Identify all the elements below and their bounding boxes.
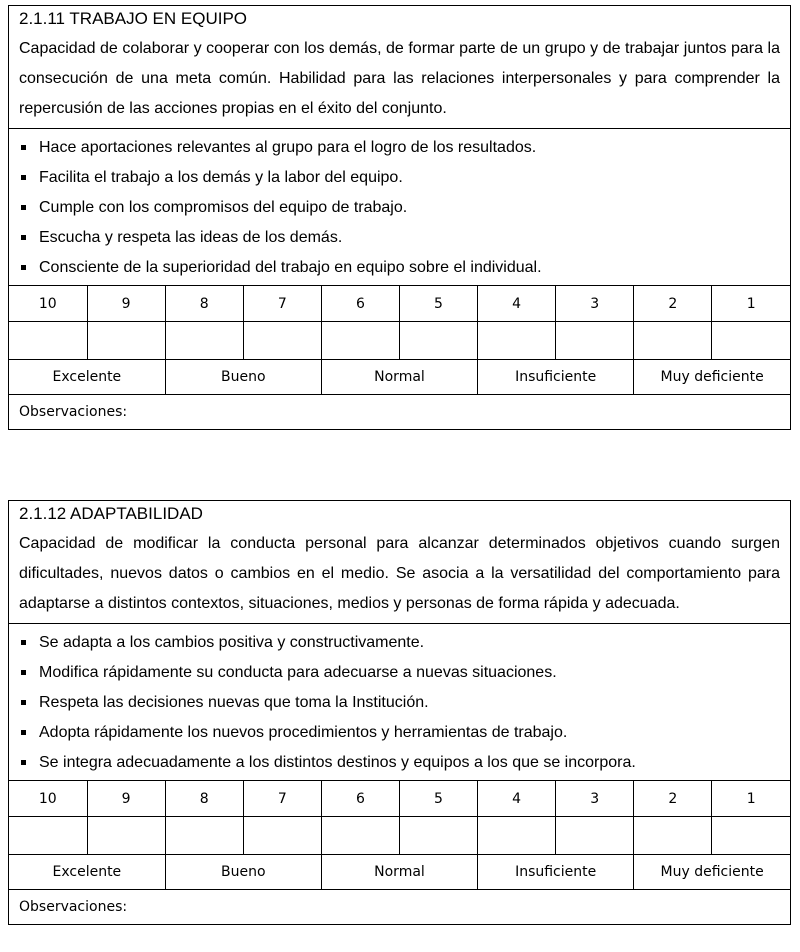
behavior-item: Hace aportaciones relevantes al grupo para el logro de los resultados. [19, 133, 780, 163]
section-title: 2.1.12 ADAPTABILIDAD [19, 504, 203, 523]
rating-label: Insuficiente [478, 360, 634, 395]
score-header: 9 [87, 781, 165, 817]
behavior-item: Se adapta a los cambios positiva y constructivamente. [19, 628, 780, 658]
rating-label: Muy deficiente [634, 360, 790, 395]
behavior-list [9, 128, 790, 285]
rating-label: Muy deficiente [634, 855, 790, 890]
score-header: 8 [165, 286, 243, 322]
score-cell[interactable] [165, 322, 243, 360]
rating-label: Bueno [165, 855, 321, 890]
score-header: 5 [399, 286, 477, 322]
rating-label: Normal [321, 360, 477, 395]
competency-block-adaptabilidad [8, 500, 791, 925]
score-header: 10 [9, 781, 87, 817]
behavior-item: Escucha y respeta las ideas de los demás. [19, 223, 780, 253]
score-cell[interactable] [87, 817, 165, 855]
score-header: 4 [478, 781, 556, 817]
behavior-item: Cumple con los compromisos del equipo de trabajo. [19, 193, 780, 223]
score-header: 6 [321, 781, 399, 817]
section-title: 2.1.11 TRABAJO EN EQUIPO [19, 9, 248, 28]
score-cell[interactable] [399, 817, 477, 855]
observations-label: Observaciones: [19, 404, 128, 420]
score-cell[interactable] [634, 817, 712, 855]
rating-label: Excelente [9, 855, 165, 890]
behavior-item: Se integra adecuadamente a los distintos destinos y equipos a los que se incorpora. [19, 748, 780, 778]
section-description: Capacidad de modificar la conducta personal para alcanzar determinados objetivos cuando surgen dificultades, nuevos datos o cambios en el medio. Se asocia a la versatilidad del comportamiento para adaptarse a distintos contextos, situaciones, medios y personas de forma rápida y adecuada. [19, 535, 780, 612]
behavior-item: Adopta rápidamente los nuevos procedimientos y herramientas de trabajo. [19, 718, 780, 748]
score-cell[interactable] [9, 817, 87, 855]
rating-label: Insuficiente [478, 855, 634, 890]
score-cell[interactable] [712, 817, 790, 855]
observations-field[interactable] [9, 394, 790, 429]
score-cell[interactable] [478, 817, 556, 855]
score-cell[interactable] [556, 817, 634, 855]
observations-label: Observaciones: [19, 899, 128, 915]
score-header: 4 [478, 286, 556, 322]
competency-block-trabajo-en-equipo [8, 5, 791, 430]
score-cell[interactable] [165, 817, 243, 855]
score-cell[interactable] [243, 322, 321, 360]
score-cell[interactable] [9, 322, 87, 360]
score-header: 7 [243, 286, 321, 322]
section-description: Capacidad de colaborar y cooperar con los demás, de formar parte de un grupo y de trabajar juntos para la consecución de una meta común. Habilidad para las relaciones interpersonales y para comprender la repercusión de las acciones propias en el éxito del conjunto. [19, 40, 780, 117]
score-cell[interactable] [399, 322, 477, 360]
score-header: 8 [165, 781, 243, 817]
score-cell[interactable] [712, 322, 790, 360]
score-header: 9 [87, 286, 165, 322]
rating-label: Excelente [9, 360, 165, 395]
score-cell[interactable] [478, 322, 556, 360]
score-grid [9, 285, 790, 394]
score-cell[interactable] [321, 817, 399, 855]
score-header: 2 [634, 286, 712, 322]
score-cell[interactable] [556, 322, 634, 360]
behavior-item: Respeta las decisiones nuevas que toma la Institución. [19, 688, 780, 718]
score-header: 6 [321, 286, 399, 322]
observations-field[interactable] [9, 889, 790, 924]
behavior-list [9, 623, 790, 780]
score-grid [9, 780, 790, 889]
score-header: 10 [9, 286, 87, 322]
rating-label: Bueno [165, 360, 321, 395]
rating-label: Normal [321, 855, 477, 890]
score-header: 3 [556, 286, 634, 322]
score-header: 5 [399, 781, 477, 817]
score-header: 3 [556, 781, 634, 817]
behavior-item: Facilita el trabajo a los demás y la labor del equipo. [19, 163, 780, 193]
score-cell[interactable] [321, 322, 399, 360]
score-header: 1 [712, 286, 790, 322]
score-cell[interactable] [87, 322, 165, 360]
score-cell[interactable] [634, 322, 712, 360]
behavior-item: Modifica rápidamente su conducta para adecuarse a nuevas situaciones. [19, 658, 780, 688]
behavior-item: Consciente de la superioridad del trabajo en equipo sobre el individual. [19, 253, 780, 283]
score-cell[interactable] [243, 817, 321, 855]
score-header: 1 [712, 781, 790, 817]
score-header: 2 [634, 781, 712, 817]
score-header: 7 [243, 781, 321, 817]
